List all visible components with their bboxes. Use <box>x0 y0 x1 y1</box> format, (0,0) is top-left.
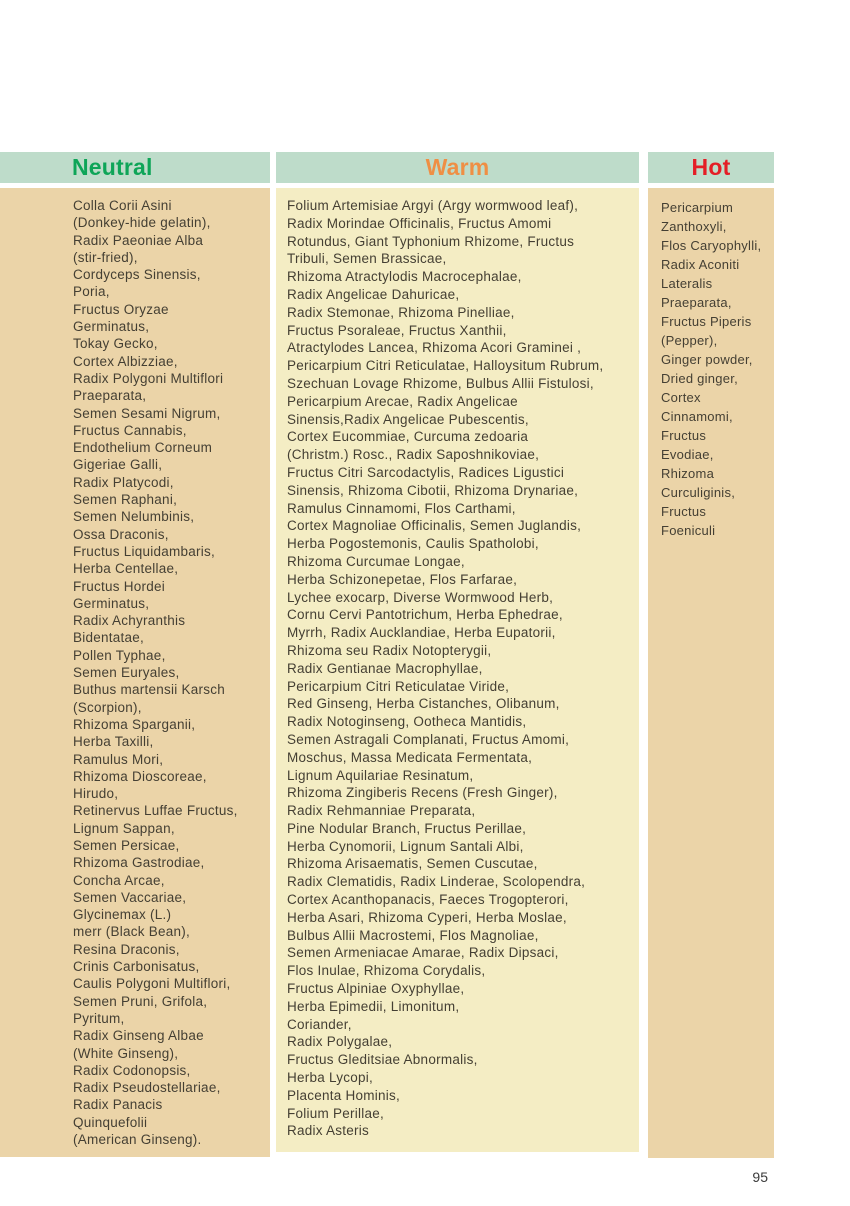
herb-line: Flos Caryophylli, <box>661 238 762 253</box>
herb-line: Cortex Eucommiae, Curcuma zedoaria <box>287 429 529 445</box>
herb-line: Buthus martensii Karsch <box>73 682 226 698</box>
herb-line: Semen Astragali Complanati, Fructus Amomi, <box>287 731 570 747</box>
herb-line: Myrrh, Radix Aucklandiae, Herba Eupatorii, <box>287 625 556 641</box>
herb-line: Rhizoma Zingiberis Recens (Fresh Ginger), <box>287 785 558 801</box>
herb-line: Pericarpium Citri Reticulatae Viride, <box>287 678 510 694</box>
herb-line: Radix Achyranthis <box>73 613 186 629</box>
herb-line: Cortex Magnoliae Officinalis, Semen Juglandis, <box>287 518 582 534</box>
herb-line: Red Ginseng, Herba Cistanches, Olibanum, <box>287 696 560 712</box>
herb-line: Tokay Gecko, <box>73 336 158 352</box>
herb-line: Cornu Cervi Pantotrichum, Herba Ephedrae, <box>287 607 563 623</box>
herb-line: Zanthoxyli, <box>661 219 727 234</box>
herb-line: Rhizoma seu Radix Notopterygii, <box>287 642 492 658</box>
herb-line: Retinervus Luffae Fructus, <box>73 803 238 819</box>
herb-line: Ramulus Cinnamomi, Flos Carthami, <box>287 500 516 516</box>
herb-line: Moschus, Massa Medicata Fermentata, <box>287 749 533 765</box>
herb-line: (stir-fried), <box>73 249 138 265</box>
herb-line: Placenta Hominis, <box>287 1087 401 1103</box>
herb-line: Pericarpium Arecae, Radix Angelicae <box>287 393 518 409</box>
herb-line: Ossa Draconis, <box>73 526 169 542</box>
herb-line: Semen Euryales, <box>73 665 180 681</box>
herb-line: Herba Asari, Rhizoma Cyperi, Herba Moslae, <box>287 909 567 925</box>
herb-line: Rhizoma Curcumae Longae, <box>287 553 465 569</box>
herb-line: Quinquefolii <box>73 1114 148 1130</box>
herb-line: Crinis Carbonisatus, <box>73 959 200 975</box>
herb-line: Semen Armeniacae Amarae, Radix Dipsaci, <box>287 945 559 961</box>
herb-line: Radix Rehmanniae Preparata, <box>287 803 476 819</box>
herb-line: Radix Codonopsis, <box>73 1062 191 1078</box>
column-header-neutral <box>0 152 270 183</box>
herb-line: Colla Corii Asini <box>73 198 172 213</box>
herb-line: Cortex <box>661 390 701 405</box>
herb-line: Semen Raphani, <box>73 492 178 508</box>
herb-line: Radix Pseudostellariae, <box>73 1080 221 1096</box>
herb-line: Gigeriae Galli, <box>73 457 163 473</box>
herb-line: Bidentatae, <box>73 630 145 646</box>
herb-line: Flos Inulae, Rhizoma Corydalis, <box>287 963 486 979</box>
herb-line: Semen Pruni, Grifola, <box>73 993 208 1009</box>
herb-line: Herba Cynomorii, Lignum Santali Albi, <box>287 838 524 854</box>
herb-line: Radix Paeoniae Alba <box>73 232 204 248</box>
herb-line: Radix Ginseng Albae <box>73 1028 204 1044</box>
herb-line: Herba Epimedii, Limonitum, <box>287 998 460 1014</box>
herb-line: Cinnamomi, <box>661 409 733 424</box>
herb-line: (Donkey-hide gelatin), <box>73 215 211 231</box>
herb-line: Fructus Alpiniae Oxyphyllae, <box>287 981 465 997</box>
herb-line: Semen Vaccariae, <box>73 889 187 905</box>
herb-line: Fructus Liquidambaris, <box>73 543 216 559</box>
herb-line: Semen Sesami Nigrum, <box>73 405 221 421</box>
herb-line: Foeniculi <box>661 523 716 538</box>
herb-line: Folium Perillae, <box>287 1105 385 1121</box>
herb-line: Szechuan Lovage Rhizome, Bulbus Allii Fistulosi, <box>287 375 594 391</box>
herb-line: Glycinemax (L.) <box>73 907 172 923</box>
herb-line: Pericarpium Citri Reticulatae, Halloysitum Rubrum, <box>287 358 604 374</box>
herb-line: Pollen Typhae, <box>73 647 166 663</box>
herb-line: Semen Persicae, <box>73 837 180 853</box>
herb-line: Cordyceps Sinensis, <box>73 267 201 283</box>
herb-line: Herba Schizonepetae, Flos Farfarae, <box>287 571 518 587</box>
herb-line: Herba Taxilli, <box>73 734 154 750</box>
herb-line: Lignum Sappan, <box>73 820 175 836</box>
herb-line: Radix Polygalae, <box>287 1034 393 1050</box>
column-body-neutral <box>0 188 270 1157</box>
herb-line: (Christm.) Rosc., Radix Saposhnikoviae, <box>287 447 540 463</box>
column-body-warm <box>276 188 639 1152</box>
herb-line: Lychee exocarp, Diverse Wormwood Herb, <box>287 589 554 605</box>
herb-line: Semen Nelumbinis, <box>73 509 195 525</box>
herb-line: Lignum Aquilariae Resinatum, <box>287 767 474 783</box>
herb-line: Rhizoma <box>661 466 715 481</box>
herb-line: Ramulus Mori, <box>73 751 164 767</box>
herb-line: Fructus <box>661 428 707 443</box>
herb-line: Sinensis, Rhizoma Cibotii, Rhizoma Drynariae, <box>287 482 579 498</box>
herb-line: Fructus Piperis <box>661 314 752 329</box>
herb-line: Fructus Citri Sarcodactylis, Radices Ligustici <box>287 464 565 480</box>
herb-line: Fructus Gleditsiae Abnormalis, <box>287 1052 478 1068</box>
herb-line: Resina Draconis, <box>73 941 180 957</box>
herb-line: Pine Nodular Branch, Fructus Perillae, <box>287 820 527 836</box>
herb-line: (Scorpion), <box>73 699 142 715</box>
herb-line: Radix Platycodi, <box>73 474 174 490</box>
herb-line: Caulis Polygoni Multiflori, <box>73 976 231 992</box>
herb-line: Pericarpium <box>661 200 734 215</box>
herb-line: Fructus <box>661 504 707 519</box>
herb-line: Bulbus Allii Macrostemi, Flos Magnoliae, <box>287 927 539 943</box>
herb-line: Atractylodes Lancea, Rhizoma Acori Graminei , <box>287 340 582 356</box>
herb-line: Fructus Psoraleae, Fructus Xanthii, <box>287 322 507 338</box>
herb-line: Endothelium Corneum <box>73 440 213 456</box>
herb-line: Radix Morindae Officinalis, Fructus Amomi <box>287 215 552 231</box>
herb-line: Tribuli, Semen Brassicae, <box>287 251 447 267</box>
herb-line: Radix Gentianae Macrophyllae, <box>287 660 483 676</box>
herb-line: Rotundus, Giant Typhonium Rhizome, Fructus <box>287 233 575 249</box>
herb-line: (American Ginseng). <box>73 1132 202 1148</box>
herb-line: Germinatus, <box>73 595 150 611</box>
herb-line: Pyritum, <box>73 1010 125 1026</box>
herb-line: Radix Notoginseng, Ootheca Mantidis, <box>287 714 527 730</box>
herb-line: Poria, <box>73 284 110 300</box>
page-number: 95 <box>752 1169 768 1185</box>
herb-line: Rhizoma Sparganii, <box>73 716 196 732</box>
herb-line: Herba Lycopi, <box>287 1070 374 1086</box>
herb-line: (Pepper), <box>661 333 718 348</box>
herb-line: Cortex Acanthopanacis, Faeces Trogopterori, <box>287 892 569 908</box>
herb-line: Radix Clematidis, Radix Linderae, Scolopendra, <box>287 874 586 890</box>
herb-line: Radix Asteris <box>287 1123 370 1139</box>
column-header-warm-label: Warm <box>425 154 490 180</box>
herb-line: Evodiae, <box>661 447 714 462</box>
column-header-hot-label: Hot <box>691 154 731 180</box>
herb-line: Rhizoma Arisaematis, Semen Cuscutae, <box>287 856 538 872</box>
herb-line: Rhizoma Atractylodis Macrocephalae, <box>287 269 522 285</box>
herb-line: Rhizoma Dioscoreae, <box>73 768 207 784</box>
herb-line: Sinensis,Radix Angelicae Pubescentis, <box>287 411 529 427</box>
herb-line: Rhizoma Gastrodiae, <box>73 855 205 871</box>
herb-line: Folium Artemisiae Argyi (Argy wormwood leaf), <box>287 198 579 213</box>
column-header-hot <box>648 152 774 183</box>
herb-line: Herba Pogostemonis, Caulis Spatholobi, <box>287 536 539 552</box>
herb-line: Radix Aconiti <box>661 257 740 272</box>
herb-line: Germinatus, <box>73 319 150 335</box>
column-body-hot <box>648 188 774 1158</box>
herb-line: Cortex Albizziae, <box>73 353 178 369</box>
herb-line: Fructus Hordei <box>73 578 166 594</box>
herb-line: Radix Polygoni Multiflori <box>73 370 224 386</box>
herb-line: (White Ginseng), <box>73 1045 179 1061</box>
herb-line: Dried ginger, <box>661 371 738 386</box>
herb-line: Herba Centellae, <box>73 561 179 577</box>
herb-line: Radix Angelicae Dahuricae, <box>287 286 460 302</box>
herb-line: Fructus Oryzae <box>73 301 169 317</box>
herb-line: Praeparata, <box>73 388 147 404</box>
herb-line: Praeparata, <box>661 295 732 310</box>
herb-line: Ginger powder, <box>661 352 753 367</box>
herb-line: Lateralis <box>661 276 713 291</box>
herb-line: Hirudo, <box>73 786 119 802</box>
herb-line: Fructus Cannabis, <box>73 422 187 438</box>
herb-line: Concha Arcae, <box>73 872 165 888</box>
herb-line: Coriander, <box>287 1016 352 1032</box>
column-header-neutral-label: Neutral <box>72 154 153 180</box>
herb-line: Curculiginis, <box>661 485 736 500</box>
herb-line: Radix Stemonae, Rhizoma Pinelliae, <box>287 304 515 320</box>
column-header-warm <box>276 152 639 183</box>
herb-line: Radix Panacis <box>73 1097 163 1113</box>
herb-line: merr (Black Bean), <box>73 924 191 940</box>
